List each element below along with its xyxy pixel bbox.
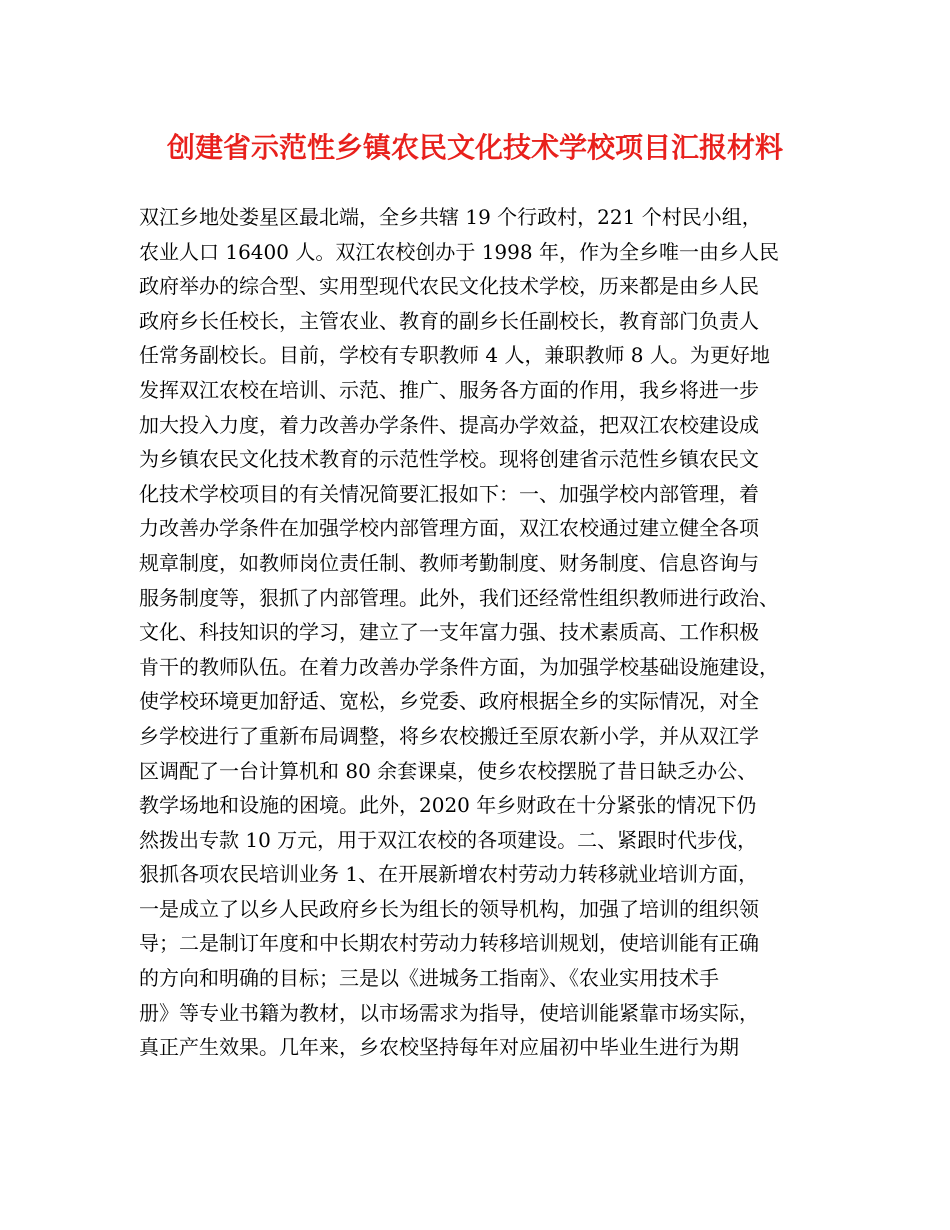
body-line: 使学校环境更加舒适、宽松，乡党委、政府根据全乡的实际情况，对全 xyxy=(139,689,759,714)
body-line: 乡学校进行了重新布局调整，将乡农校搬迁至原农新小学，并从双江学 xyxy=(139,723,759,748)
body-line: 双江乡地处娄星区最北端，全乡共辖 19 个行政村，221 个村民小组， xyxy=(139,205,762,229)
body-line: 一是成立了以乡人民政府乡长为组长的领导机构，加强了培训的组织领 xyxy=(139,896,759,921)
body-line: 真正产生效果。几年来，乡农校坚持每年对应届初中毕业生进行为期 xyxy=(139,1035,739,1060)
body-line: 政府乡长任校长，主管农业、教育的副乡长任副校长，教育部门负责人 xyxy=(139,308,759,333)
body-line: 加大投入力度，着力改善办学条件、提高办学效益，把双江农校建设成 xyxy=(139,412,759,437)
body-line: 政府举办的综合型、实用型现代农民文化技术学校，历来都是由乡人民 xyxy=(139,274,759,299)
body-line: 文化、科技知识的学习，建立了一支年富力强、技术素质高、工作积极 xyxy=(139,620,759,645)
body-line: 为乡镇农民文化技术教育的示范性学校。现将创建省示范性乡镇农民文 xyxy=(139,447,759,472)
body-line: 狠抓各项农民培训业务 1、在开展新增农村劳动力转移就业培训方面， xyxy=(139,862,759,887)
body-line: 规章制度，如教师岗位责任制、教师考勤制度、财务制度、信息咨询与 xyxy=(139,550,759,575)
body-line: 发挥双江农校在培训、示范、推广、服务各方面的作用，我乡将进一步 xyxy=(139,377,759,402)
body-line: 的方向和明确的目标；三是以《进城务工指南》、《农业实用技术手 xyxy=(139,966,719,991)
document-body xyxy=(139,200,839,1065)
body-line: 导；二是制订年度和中长期农村劳动力转移培训规划，使培训能有正确 xyxy=(139,931,759,956)
body-line: 然拨出专款 10 万元，用于双江农校的各项建设。二、紧跟时代步伐， xyxy=(139,827,758,852)
body-line: 教学场地和设施的困境。此外，2020 年乡财政在十分紧张的情况下仍 xyxy=(139,793,757,818)
body-line: 区调配了一台计算机和 80 余套课桌，使乡农校摆脱了昔日缺乏办公、 xyxy=(139,758,758,783)
document-title: 创建省示范性乡镇农民文化技术学校项目汇报材料 xyxy=(166,131,783,164)
body-line: 力改善办学条件在加强学校内部管理方面，双江农校通过建立健全各项 xyxy=(139,516,759,541)
body-line: 化技术学校项目的有关情况简要汇报如下：一、加强学校内部管理，着 xyxy=(139,481,759,506)
body-line: 册》等专业书籍为教材，以市场需求为指导，使培训能紧靠市场实际， xyxy=(139,1000,759,1025)
body-line: 肯干的教师队伍。在着力改善办学条件方面，为加强学校基础设施建设， xyxy=(139,654,779,679)
body-line: 服务制度等，狠抓了内部管理。此外，我们还经常性组织教师进行政治、 xyxy=(139,585,779,610)
body-line: 农业人口 16400 人。双江农校创办于 1998 年，作为全乡唯一由乡人民 xyxy=(139,239,779,264)
body-line: 任常务副校长。目前，学校有专职教师 4 人，兼职教师 8 人。为更好地 xyxy=(139,343,770,368)
